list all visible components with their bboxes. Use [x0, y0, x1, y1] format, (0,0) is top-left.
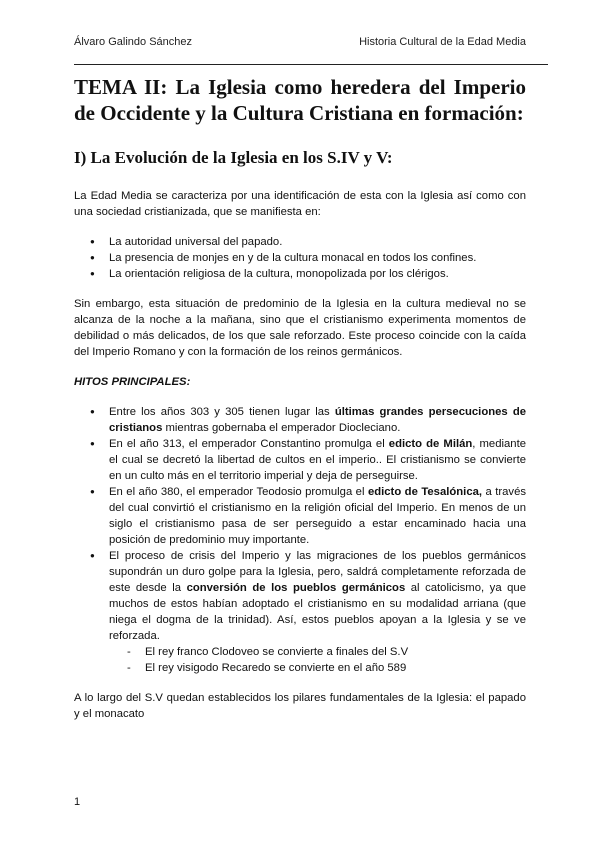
item-emphasis: edicto de Milán: [388, 438, 473, 450]
item-text: , mediante el cual se decretó la libertad de cultos en el imperio.. El cristianismo se convierte en un culto más en el territorio imperial y deja de perseguirse.: [109, 438, 526, 482]
milestones-list: [74, 404, 526, 676]
item-emphasis: últimas grandes persecuciones de cristianos: [109, 406, 527, 434]
page-header: [74, 36, 526, 48]
milestones-heading: HITOS PRINCIPALES:: [74, 376, 191, 388]
sub-list-item: - El rey franco Clodoveo se convierte a finales del S.V: [109, 644, 526, 660]
sub-list-item: - El rey visigodo Recaredo se convierte en el año 589: [109, 660, 526, 676]
header-course: Historia Cultural de la Edad Media: [359, 36, 526, 48]
item-text: El proceso de crisis del Imperio y las migraciones de los pueblos germánicos supondrán un duro golpe para la Iglesia, pero, saldrá completamente reforzada de este desde la: [109, 550, 526, 594]
list-item: [74, 404, 526, 436]
list-item: ● La presencia de monjes en y de la cultura monacal en todos los confines.: [74, 250, 526, 266]
list-item: ● La orientación religiosa de la cultura, monopolizada por los clérigos.: [74, 266, 526, 282]
item-text: mientras gobernaba el emperador Diocleciano.: [162, 422, 401, 434]
item-emphasis: conversión de los pueblos germánicos: [186, 582, 406, 594]
intro-paragraph: La Edad Media se caracteriza por una identificación de esta con la Iglesia así como con una sociedad cristianizada, que se manifiesta en:: [74, 190, 526, 218]
section-heading: I) La Evolución de la Iglesia en los S.IV y V:: [74, 148, 393, 167]
item-text: En el año 313, el emperador Constantino promulga el: [109, 438, 389, 450]
closing-paragraph: A lo largo del S.V quedan establecidos los pilares fundamentales de la Iglesia: el papado y el monacato: [74, 692, 526, 720]
header-author: Álvaro Galindo Sánchez: [74, 36, 193, 48]
item-emphasis: edicto de Tesalónica,: [367, 486, 483, 498]
page-number: 1: [74, 796, 81, 808]
list-item: [74, 436, 526, 484]
sub-list: [109, 644, 526, 676]
characteristics-list: [74, 234, 526, 282]
document-body: [74, 74, 526, 722]
list-item: [74, 548, 526, 676]
item-text: a través del cual convirtió el cristianismo en la religión oficial del Imperio. En menos de un siglo el cristianismo pasa de ser perseguido a estar encaminado hacia una posición de predominio muy importante.: [109, 486, 527, 546]
item-text: En el año 380, el emperador Teodosio promulga el: [109, 486, 368, 498]
context-paragraph: Sin embargo, esta situación de predominio de la Iglesia en la cultura medieval no se alcanza de la noche a la mañana, sino que el cristianismo experimenta momentos de debilidad o más delicados, de los que sale reforzado. Este proceso coincide con la caída del Imperio Romano y con la formación de los reinos germánicos.: [74, 298, 526, 358]
item-text: Entre los años 303 y 305 tienen lugar las: [109, 406, 335, 418]
list-item: ● La autoridad universal del papado.: [74, 234, 526, 250]
list-item: [74, 484, 526, 548]
document-title: TEMA II: La Iglesia como heredera del Imperio de Occidente y la Cultura Cristiana en formación:: [74, 75, 526, 125]
item-text: al catolicismo, ya que muchos de estos habían adoptado el cristianismo en su modalidad arriana (que niega el dogma de la trinidad). Así, estos pueblos apoyan a la Iglesia y se ve reforzada.: [109, 582, 526, 642]
header-rule: [74, 64, 548, 65]
